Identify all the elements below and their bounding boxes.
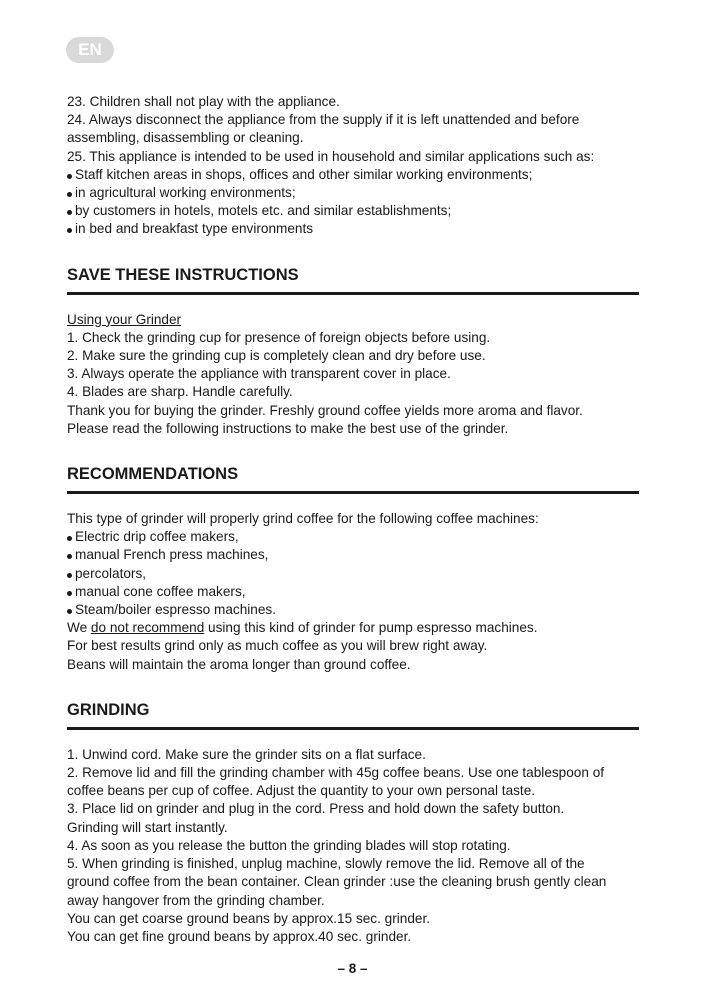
- grinding-line: Grinding will start instantly.: [67, 819, 228, 835]
- using-grinder-subtitle: Using your Grinder: [67, 311, 182, 327]
- grinding-heading: GRINDING: [67, 700, 639, 730]
- recommendations-intro: This type of grinder will properly grind coffee for the following coffee machines:: [67, 511, 539, 527]
- grinding-line: You can get coarse ground beans by approx.15 sec. grinder.: [67, 910, 431, 926]
- usage-bullet: in agricultural working environments;: [67, 184, 639, 202]
- grinding-line: 5. When grinding is finished, unplug machine, slowly remove the lid. Remove all of the: [67, 856, 585, 872]
- machine-bullet: manual cone coffee makers,: [67, 583, 639, 601]
- not-recommended-line: [67, 619, 639, 637]
- instruction-line: 3. Always operate the appliance with transparent cover in place.: [67, 366, 451, 382]
- language-badge: EN: [66, 37, 114, 63]
- do-not-recommend-emphasis: do not recommend: [90, 620, 205, 636]
- machine-bullet: manual French press machines,: [67, 546, 639, 564]
- safety-line: 24. Always disconnect the appliance from the supply if it is left unattended and before: [67, 112, 580, 128]
- page-number: – 8 –: [337, 961, 368, 976]
- instruction-line: 4. Blades are sharp. Handle carefully.: [67, 384, 293, 400]
- instruction-line: 1. Check the grinding cup for presence of foreign objects before using.: [67, 329, 491, 345]
- safety-intro: [67, 93, 639, 239]
- grinding-line: away hangover from the grinding chamber.: [67, 892, 325, 908]
- grinding-line: 4. As soon as you release the button the grinding blades will stop rotating.: [67, 837, 511, 853]
- instruction-line: Please read the following instructions to make the best use of the grinder.: [67, 420, 509, 436]
- grinding-line: coffee beans per cup of coffee. Adjust the quantity to your own personal taste.: [67, 783, 536, 799]
- safety-line: 25. This appliance is intended to be used in household and similar applications such as:: [67, 148, 595, 164]
- save-instructions-section: [67, 265, 639, 438]
- recommendations-heading: RECOMMENDATIONS: [67, 464, 639, 494]
- safety-line: 23. Children shall not play with the appliance.: [67, 94, 340, 109]
- instruction-line: 2. Make sure the grinding cup is completely clean and dry before use.: [67, 348, 486, 364]
- warning-prefix: We: [67, 620, 91, 636]
- grinding-line: 3. Place lid on grinder and plug in the cord. Press and hold down the safety button.: [67, 801, 565, 817]
- usage-bullet: in bed and breakfast type environments: [67, 220, 639, 238]
- grinding-line: 2. Remove lid and fill the grinding chamber with 45g coffee beans. Use one tablespoon of: [67, 765, 605, 781]
- safety-line: assembling, disassembling or cleaning.: [67, 130, 304, 146]
- machine-bullet: percolators,: [67, 565, 639, 583]
- manual-content: [67, 93, 639, 946]
- machine-bullet: Steam/boiler espresso machines.: [67, 601, 639, 619]
- usage-bullet: Staff kitchen areas in shops, offices and other similar working environments;: [67, 166, 639, 184]
- usage-bullet: by customers in hotels, motels etc. and similar establishments;: [67, 202, 639, 220]
- instruction-line: Thank you for buying the grinder. Freshly ground coffee yields more aroma and flavor.: [67, 402, 583, 418]
- grinding-line: 1. Unwind cord. Make sure the grinder sits on a flat surface.: [67, 746, 426, 762]
- machine-bullet: Electric drip coffee makers,: [67, 528, 639, 546]
- recommendations-section: [67, 464, 639, 674]
- grinding-line: You can get fine ground beans by approx.40 sec. grinder.: [67, 928, 412, 944]
- recommendation-line: Beans will maintain the aroma longer than ground coffee.: [67, 656, 411, 672]
- grinding-line: ground coffee from the bean container. Clean grinder :use the cleaning brush gently clean: [67, 874, 607, 890]
- save-instructions-heading: SAVE THESE INSTRUCTIONS: [67, 265, 639, 295]
- recommendation-line: For best results grind only as much coffee as you will brew right away.: [67, 638, 488, 654]
- warning-suffix: using this kind of grinder for pump espresso machines.: [204, 620, 538, 636]
- grinding-section: [67, 700, 639, 946]
